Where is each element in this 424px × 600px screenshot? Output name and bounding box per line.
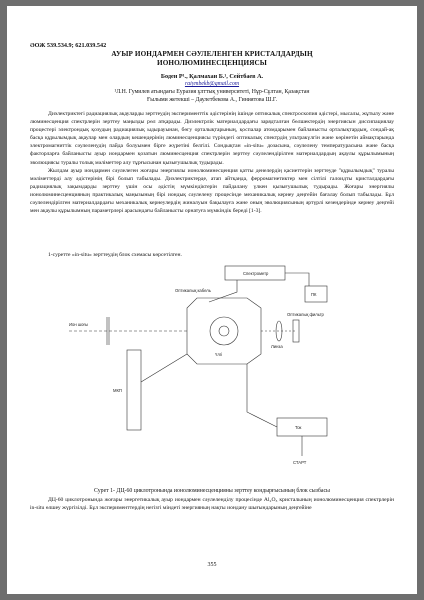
label-lens: Линза: [271, 344, 283, 349]
label-sample: Үлгі: [215, 352, 223, 357]
block-diagram-svg: [47, 262, 387, 490]
current-unit: [277, 418, 327, 436]
cable-spectrometer-pc: [285, 273, 309, 286]
label-mcp: МКП: [113, 388, 122, 393]
udk-code: ƏОЖ 539.534.9; 621.039.542: [30, 42, 107, 49]
block-diagram-figure: [47, 262, 387, 490]
authors: Боден Р¹., Қалмахан Б.¹, Сейтбаев А.: [160, 73, 264, 80]
author-email-link[interactable]: raiymbekb@gmail.com: [184, 81, 240, 87]
body-section-1: [30, 110, 394, 215]
page-number: 355: [207, 562, 217, 568]
mcp-column: [127, 350, 141, 430]
paragraph-1: Диэлектриктегі радиациялық ақауларды зерттеудің эксперименттік әдістерінің ішінде оптикалық спектроскопия әдістері, мысалы, жұтылу және люминесценция спектрлерін зерттеу маңызды рөл атқарады. Диэлектрлік материалдардағы зарядталған бөлшектердің энергиясын диссипациялау процестері электрондық қозудың радиациялық ыдырауынан, бөгу орталықтарының, қоспалар атомдарымен байланысты орталықтардың, сондай-ақ басқа құрылымдық ақаулар мен олардың кешендерінің люминесценциясы түріндегі оптикалық спектрдің ультракүлгін және көрінетін аймақтарында электромагниттік сәулеленудің пайда болуымен бірге жүретіні белгілі. Сондықтан «in-situ» дозасына, сәулелену температурасына және басқа факторларға байланысты ауыр иондармен қозатын люминесценция спектрлерін зерттеу сәулелендірілген материалдардың ақаулы құрылымының эволюциясы туралы толық мәліметтер алу тұрғысынан қызығушылық тудырады.: [30, 111, 394, 166]
chamber-body: [187, 298, 261, 364]
paragraph-2: Жылдам ауыр иондармен сәулелеген жоғары энергиялы ионолюминесценция қатты денелердің қасиеттерін зерттеуде "құрылымдық" туралы мәліметтерді алу әдістерінің бірі болып табылады. Диэлектриктерде, атап айтқанда, ферромагнетиктер мен сілтілі галоидты кристалдардағы радиациялық зақымдарды зерттеу үшін осы әдістің мүмкіндіктерін пайдалану үлкен қызығушылық тудырады. Жоғары энергиялы ионолюминесценцияның практикалық маңызының бірі иондық сәулелену процесінде механикалық кернеу деңгейін бағалау болып табылады. Бұл сәулелендірілген материалдардағы механикалық кернеулердің жиналуын бақылауға және оның эволюциясының әртүрлі кезеңдерінде кернеу деңгейі мен ақаулы құрылымның параметрлері арасындағы байланысты орнатуға мүмкіндік береді [1-3].: [30, 167, 394, 215]
label-ion-beam: Ион шоғы: [69, 322, 89, 327]
label-optical-filter: Оптикалық фильтр: [287, 312, 324, 317]
label-optical-cable: Оптикалық кабель: [175, 288, 211, 293]
label-start: СТАРТ: [293, 460, 307, 465]
optical-cable-line: [209, 280, 237, 302]
sample-center: [219, 326, 229, 336]
affiliation: ¹Л.Н. Гумилев атындағы Еуразия ұлттық университеті, Нұр-Сұлтан, Қазақстан: [114, 89, 310, 95]
article-title-line2: ИОНОЛЮМИНЕСЦЕНЦИЯСЫ: [157, 59, 267, 67]
document-page: [7, 6, 417, 594]
paragraph-3: ДЦ-60 циклотронында жоғары энергетикалық ауыр иондармен сәулеленділу процесінде Al₂O₃ кристалының ионолюминесценция спектрлерін in-situ өлшеу жүргізілді. Бұл эксперименттердің негізгі міндеті энергияның нақты иондану шығындарының деңгейіне: [30, 497, 394, 512]
article-title-line1: АУЫР ИОНДАРМЕН СӘУЛЕЛЕНГЕН КРИСТАЛДАРДЫҢ: [111, 50, 313, 58]
figure-intro: 1-суретте «in-situ» зерттеудің блок схемасы көрсетілген.: [48, 252, 182, 258]
label-pc: ПК: [311, 292, 317, 297]
supervisor: Ғылыми жетекші – Даулетбекова А., Гиниятова Ш.Г.: [146, 97, 278, 103]
beam-aperture: [107, 317, 109, 345]
label-current: Ток: [295, 425, 302, 430]
mcp-link: [141, 354, 187, 382]
body-section-2: [30, 496, 394, 512]
figure-caption: Сурет 1- ДЦ-60 циклотронында ионолюминесценцияны зерттеу кондырғысының блок сызбасы: [94, 488, 330, 494]
label-spectrometer: Спектрометр: [243, 271, 269, 276]
sample-holder: [210, 317, 238, 345]
chamber-to-current: [247, 364, 277, 427]
